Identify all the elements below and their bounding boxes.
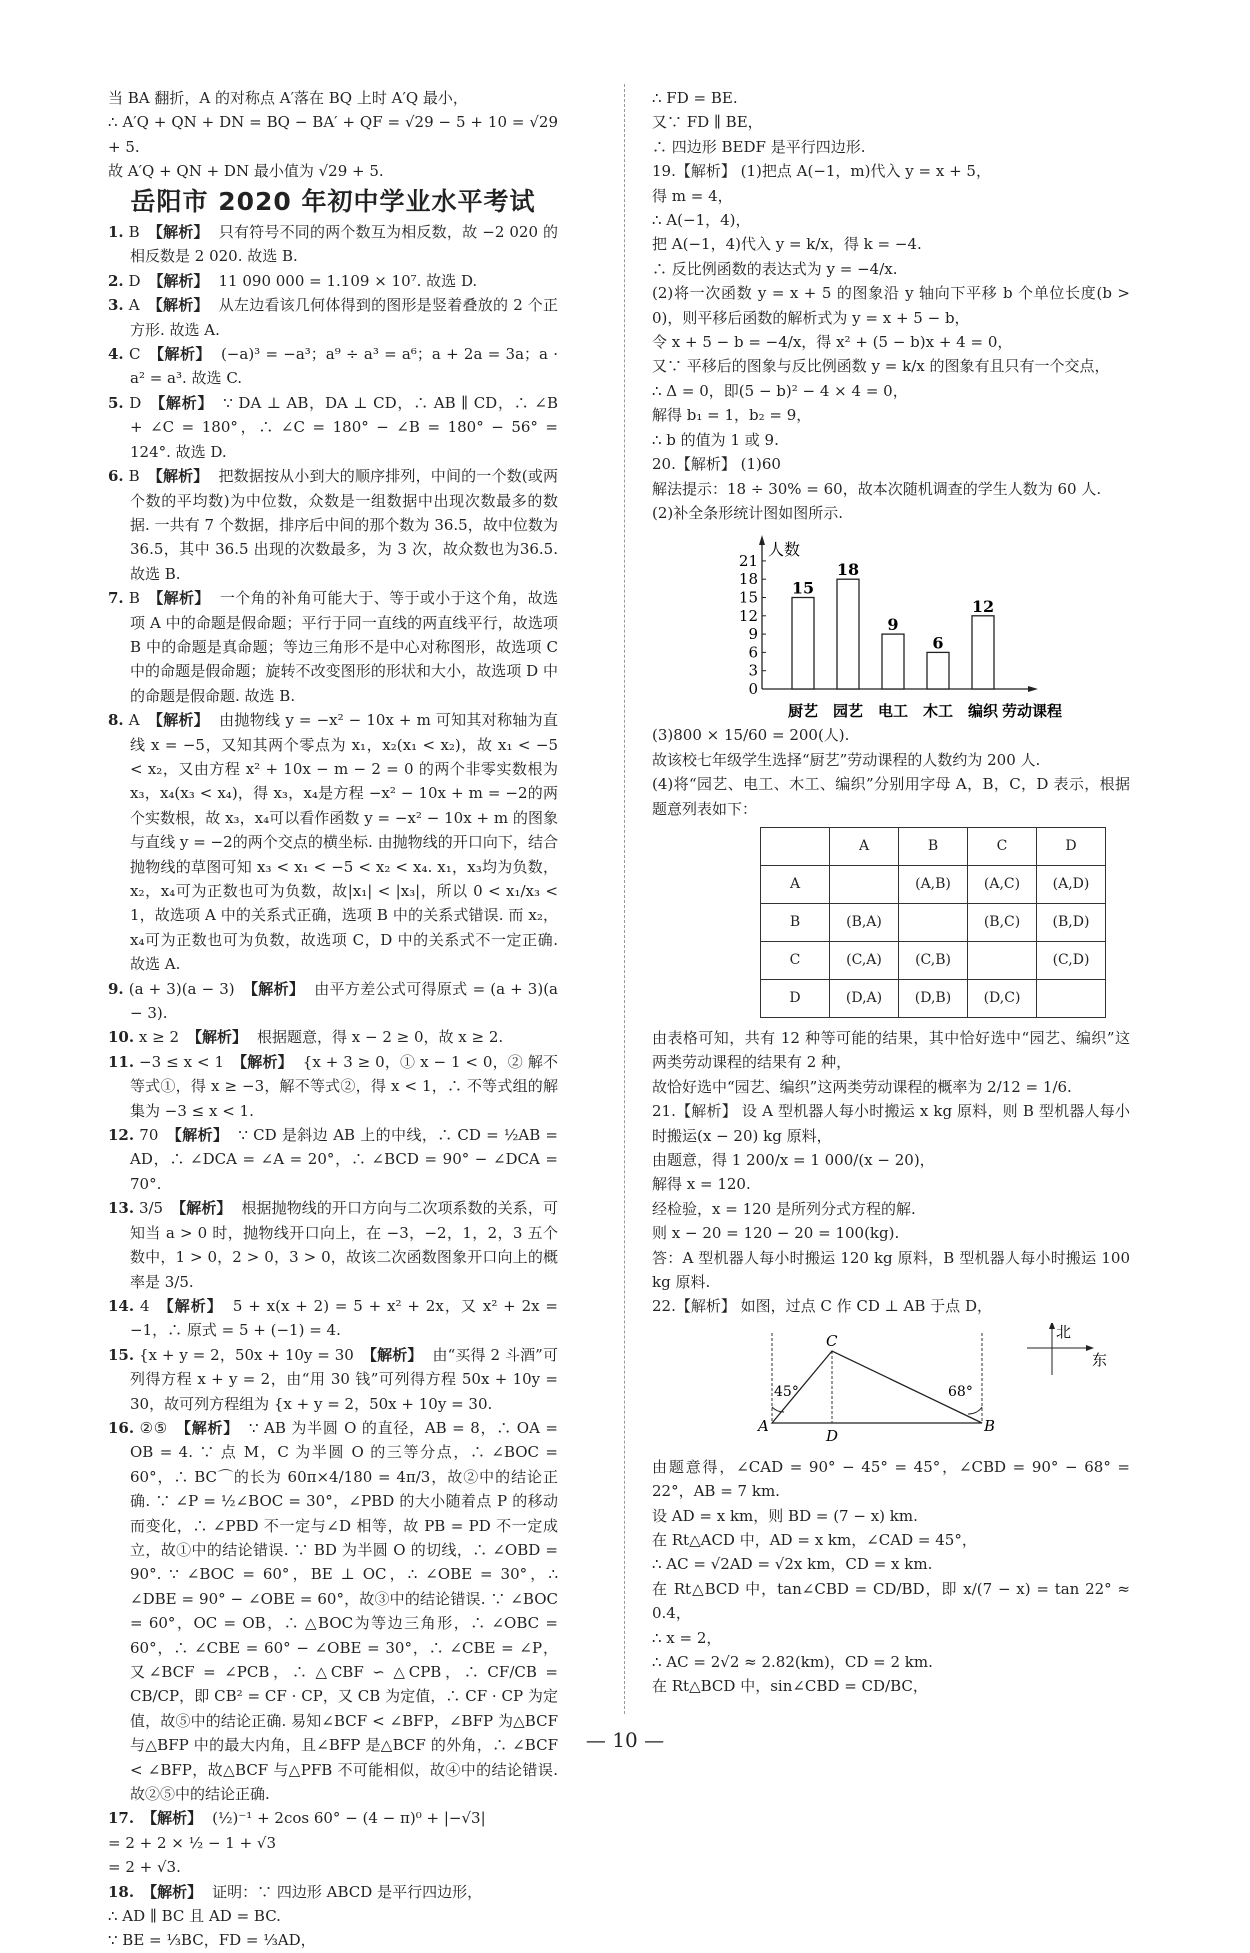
question-number: 4. (108, 345, 124, 364)
text-line: ∴ Δ = 0，即(5 − b)² − 4 × 4 = 0， (652, 381, 908, 400)
analysis-tag: 【解析】 (147, 296, 209, 315)
point-label-b: B (984, 1416, 996, 1435)
outcome-table (760, 827, 1106, 1018)
text-line: ∴ x = 2， (652, 1628, 722, 1647)
analysis-text: 5 + x(x + 2) = 5 + x² + 2x，又 x² + 2x = −1，∴ 原式 = 5 + (−1) = 4. (130, 1296, 558, 1340)
question-number: 10. (108, 1028, 135, 1047)
intro-line: 故 A′Q + QN + DN 最小值为 √29 + 5. (108, 162, 384, 181)
column-divider (624, 84, 625, 1714)
table-cell: C (968, 827, 1037, 865)
y-tick-label: 12 (738, 607, 758, 626)
intro-line: 当 BA 翻折，A 的对称点 A′落在 BQ 上时 A′Q 最小， (108, 89, 468, 107)
answer-value: A (128, 711, 140, 730)
answer-item (108, 1196, 558, 1294)
table-cell: D (761, 979, 830, 1017)
answer-value: {x + y = 2，50x + 10y = 30 (139, 1345, 354, 1364)
point-label-d: D (826, 1426, 839, 1445)
answer-value: D (128, 271, 141, 290)
answer-item (108, 1904, 558, 1928)
analysis-text: 由平方差公式可得原式 = (a + 3)(a − 3). (130, 979, 558, 1023)
text-line: 21.【解析】 设 A 型机器人每小时搬运 x kg 原料，则 B 型机器人每小时搬运(x − 20) kg 原料， (652, 1102, 1130, 1145)
table-cell: B (761, 903, 830, 941)
y-tick-label: 6 (748, 643, 758, 662)
table-cell: (D,A) (830, 979, 899, 1017)
analysis-tag: 【解析】 (242, 979, 305, 998)
bar (972, 616, 994, 689)
analysis-tag: 【解析】 (149, 393, 214, 412)
y-tick-label: 21 (738, 552, 758, 571)
analysis-text: 由抛物线 y = −x² − 10x + m 可知其对称轴为直线 x = −5，又知其两个零点为 x₁，x₂(x₁ < x₂)，故 x₁ < −5 < x₂，又由方程 x² + 10x − m − 2 = 0 的两个非零实数根为 x₃，x₄(x₃ < x₄)，得 x₃，x₄是方程 −x² − 10x + m = −2的两个实数根，故 x₃，x₄可以看作函数 y = −x² − 10x + m 的图象与直线 y = −2的两个交点的横坐标. 由抛物线的开口向下，结合抛物线的草图可知 x₃ < x₁ < −5 < x₂ < x₄. x₁，x₃均为负数，x₂，x₄可为正数也可为负数，故|x₁| < |x₃|，所以 0 < x₁/x₃ < 1，故选项 A 中的关系式正确，选项 B 中的关系式错误. 而 x₂，x₄可为正数也可为负数，故选项 C，D 中的关系式不一定正确. 故选 A. (130, 711, 558, 974)
table-cell: (A,D) (1037, 865, 1106, 903)
analysis-tag: 【解析】 (142, 1809, 203, 1828)
table-cell: D (1037, 827, 1106, 865)
answer-item (108, 1123, 558, 1196)
table-cell: A (761, 865, 830, 903)
geometry-figure (672, 1323, 1112, 1453)
analysis-text: 根据抛物线的开口方向与二次项系数的关系，可知当 a > 0 时，抛物线开口向上，在 −3，−2，1，2，3 五个数中，1 > 0，2 > 0，3 > 0，故该二次函数图象开口向上的概率是 3/5. (130, 1199, 558, 1291)
answer-value: 4 (139, 1296, 150, 1315)
text-line: ∴ FD = BE. (652, 89, 738, 107)
text-line: 20.【解析】 (1)60 (652, 455, 781, 474)
answer-value: ②⑤ (139, 1418, 168, 1437)
answer-item (108, 977, 558, 1026)
text-line: 则 x − 20 = 120 − 20 = 100(kg). (652, 1224, 900, 1243)
question-number: 1. (108, 223, 124, 242)
text-line: (3)800 × 15/60 = 200(人). (652, 726, 850, 745)
text-line: 解法提示：18 ÷ 30% = 60，故本次随机调查的学生人数为 60 人. (652, 479, 1102, 498)
analysis-text: {x + 3 ≥ 0，① x − 1 < 0，② 解不等式①，得 x ≥ −3，解不等式②，得 x < 1，∴ 不等式组的解集为 −3 ≤ x < 1. (130, 1052, 558, 1120)
analysis-tag: 【解析】 (232, 1052, 293, 1071)
question-number: 12. (108, 1126, 135, 1145)
table-cell: (B,C) (968, 903, 1037, 941)
analysis-text: ∵ CD 是斜边 AB 上的中线，∴ CD = ½AB = AD，∴ ∠DCA = ∠A = 20°，∴ ∠BCD = 90° − ∠DCA = 70°. (130, 1126, 558, 1193)
answer-item (108, 1050, 558, 1123)
table-row (761, 865, 1106, 903)
text-line: 故恰好选中“园艺、编织”这两类劳动课程的概率为 2/12 = 1/6. (652, 1077, 1072, 1096)
text-line: 经检验，x = 120 是所列分式方程的解. (652, 1199, 916, 1218)
analysis-text: 11 090 000 = 1.109 × 10⁷. 故选 D. (218, 271, 478, 290)
compass-north-arrow (1049, 1323, 1055, 1329)
question-number: 8. (108, 711, 124, 730)
bar-value-label: 15 (791, 578, 815, 598)
analysis-text: ∴ AD ∥ BC 且 AD = BC. (108, 1907, 281, 1926)
text-line: 设 AD = x km，则 BD = (7 − x) km. (652, 1506, 918, 1525)
analysis-text: ∵ BE = ⅓BC，FD = ⅓AD， (108, 1931, 316, 1950)
text-line: ∴ b 的值为 1 或 9. (652, 430, 779, 449)
text-line: 在 Rt△BCD 中，tan∠CBD = CD/BD，即 x/(7 − x) = tan 22° ≈ 0.4， (652, 1579, 1130, 1623)
question-number: 14. (108, 1296, 135, 1315)
analysis-text: ∵ DA ⊥ AB，DA ⊥ CD，∴ AB ∥ CD，∴ ∠B + ∠C = 180°，∴ ∠C = 180° − ∠B = 180° − 56° = 124°. 故选 D. (130, 393, 558, 461)
table-cell: (B,D) (1037, 903, 1106, 941)
text-line: 答：A 型机器人每小时搬运 120 kg 原料，B 型机器人每小时搬运 100 kg 原料. (652, 1248, 1130, 1291)
text-line: 把 A(−1，4)代入 y = k/x，得 k = −4. (652, 235, 922, 254)
text-line: 又∵ 平移后的图象与反比例函数 y = k/x 的图象有且只有一个交点， (652, 357, 1110, 376)
text-line: 故该校七年级学生选择“厨艺”劳动课程的人数约为 200 人. (652, 750, 1041, 769)
table-cell: (A,C) (968, 865, 1037, 903)
answer-value: x ≥ 2 (138, 1028, 179, 1047)
answer-item (108, 1025, 558, 1049)
text-line: ∴ 反比例函数的表达式为 y = −4/x. (652, 259, 898, 278)
answer-item (108, 293, 558, 342)
compass-north-label: 北 (1056, 1322, 1072, 1341)
text-line: 在 Rt△BCD 中，sin∠CBD = CD/BC， (652, 1677, 928, 1696)
analysis-tag: 【解析】 (361, 1345, 423, 1364)
text-line: ∴ AC = 2√2 ≈ 2.82(km)，CD = 2 km. (652, 1653, 933, 1672)
answer-value: C (128, 345, 141, 364)
answer-value: B (128, 467, 140, 486)
analysis-tag: 【解析】 (147, 589, 210, 608)
answer-value: (a + 3)(a − 3) (128, 979, 235, 998)
bar-chart (692, 529, 1092, 719)
compass-east-label: 东 (1092, 1350, 1108, 1369)
question-number: 3. (108, 296, 124, 315)
analysis-text: 一个角的补角可能大于、等于或小于这个角，故选项 A 中的命题是假命题；平行于同一直线的两直线平行，故选项 B 中的命题是真命题；等边三角形不是中心对称图形，故选项 C 中的命题是假命题；旋转不改变图形的形状和大小，故选项 D 中的命题是假命题. 故选 B. (130, 589, 558, 705)
category-label: 木工 (922, 702, 954, 720)
analysis-tag: 【解析】 (142, 1882, 203, 1901)
table-cell (830, 865, 899, 903)
analysis-text: 根据题意，得 x − 2 ≥ 0，故 x ≥ 2. (257, 1028, 504, 1047)
bar (792, 598, 814, 690)
table-cell: (C,A) (830, 941, 899, 979)
text-line: (4)将“园艺、电工、木工、编织”分别用字母 A，B，C，D 表示，根据题意列表如下： (652, 775, 1130, 818)
question-number: 9. (108, 979, 124, 998)
question-number: 16. (108, 1418, 135, 1437)
answer-item (108, 1806, 558, 1830)
table-row (761, 903, 1106, 941)
answer-value: D (129, 393, 142, 412)
answer-item (108, 1343, 558, 1416)
answer-item (108, 220, 558, 269)
y-tick-label: 3 (748, 662, 758, 681)
analysis-text: (−a)³ = −a³；a⁹ ÷ a³ = a⁶；a + 2a = 3a；a · a² = a³. 故选 C. (130, 345, 558, 388)
table-cell: (D,C) (968, 979, 1037, 1017)
question-number: 5. (108, 393, 124, 412)
analysis-tag: 【解析】 (147, 223, 209, 242)
answer-item (108, 269, 558, 293)
answer-item (108, 708, 558, 976)
text-line: ∴ A(−1，4)， (652, 211, 751, 230)
y-axis-arrow (759, 535, 765, 545)
text-line: 由题意，得 1 200/x = 1 000/(x − 20)， (652, 1150, 935, 1169)
table-row (761, 941, 1106, 979)
table-cell (968, 941, 1037, 979)
text-line: 解得 b₁ = 1，b₂ = 9， (652, 406, 812, 425)
text-line: 又∵ FD ∥ BE， (652, 113, 763, 132)
category-label: 园艺 (832, 702, 864, 720)
table-cell: B (899, 827, 968, 865)
answer-item (108, 1880, 558, 1904)
angle-arc-b (968, 1407, 982, 1414)
answer-item (108, 1294, 558, 1343)
table-cell: A (830, 827, 899, 865)
y-tick-label: 18 (738, 570, 758, 589)
text-line: 由表格可知，共有 12 种等可能的结果，其中恰好选中“园艺、编织”这两类劳动课程的结果有 2 种， (652, 1028, 1130, 1072)
bar-value-label: 18 (836, 560, 860, 580)
y-axis-label: 人数 (768, 540, 801, 560)
text-line: 令 x + 5 − b = −4/x，得 x² + (5 − b)x + 4 = 0， (652, 333, 1013, 352)
answer-value: A (128, 296, 140, 315)
answer-item (108, 1855, 558, 1879)
table-cell: (B,A) (830, 903, 899, 941)
answer-value: B (128, 223, 140, 242)
bar (882, 634, 904, 689)
analysis-text: (½)⁻¹ + 2cos 60° − (4 − π)⁰ + |−√3| (212, 1809, 486, 1828)
question-number: 2. (108, 271, 124, 290)
category-label: 电工 (877, 702, 909, 720)
analysis-tag: 【解析】 (187, 1028, 248, 1047)
question-number: 6. (108, 467, 124, 486)
analysis-tag: 【解析】 (148, 271, 209, 290)
analysis-tag: 【解析】 (148, 345, 211, 364)
answer-value: B (128, 589, 140, 608)
text-line: 得 m = 4， (652, 186, 733, 205)
x-axis-label: 劳动课程 (1002, 702, 1063, 720)
table-cell (1037, 979, 1106, 1017)
bar (927, 653, 949, 690)
table-row (761, 827, 1106, 865)
answer-item (108, 586, 558, 708)
question-number: 17. (108, 1809, 135, 1828)
angle-label-b: 68° (948, 1383, 973, 1400)
text-line: 19.【解析】 (1)把点 A(−1，m)代入 y = x + 5， (652, 162, 991, 181)
bar-value-label: 6 (932, 633, 944, 653)
text-line: (2)将一次函数 y = x + 5 的图象沿 y 轴向下平移 b 个单位长度(b > 0)，则平移后函数的解析式为 y = x + 5 − b， (652, 284, 1130, 327)
table-row (761, 979, 1106, 1017)
analysis-text: 由“买得 2 斗酒”可列得方程 x + y = 2，由“用 30 钱”可列得方程 50x + 10y = 30，故可列方程组为 {x + y = 2，50x + 10y = 30. (130, 1345, 558, 1413)
analysis-tag: 【解析】 (157, 1296, 223, 1315)
bar-value-label: 12 (971, 597, 995, 617)
analysis-text: = 2 + 2 × ½ − 1 + √3 (108, 1833, 277, 1852)
text-line: ∴ 四边形 BEDF 是平行四边形. (652, 137, 866, 156)
analysis-tag: 【解析】 (147, 711, 210, 730)
table-cell: C (761, 941, 830, 979)
y-tick-label: 9 (748, 625, 758, 644)
section-title: 岳阳市 2020 年初中学业水平考试 (130, 186, 536, 216)
point-label-a: A (758, 1416, 769, 1435)
answer-value: 3/5 (138, 1199, 164, 1218)
analysis-tag: 【解析】 (166, 1126, 229, 1145)
bar (837, 580, 859, 690)
category-label: 编织 (967, 702, 999, 720)
category-label: 厨艺 (787, 702, 819, 720)
text-line: (2)补全条形统计图如图所示. (652, 503, 844, 522)
right-column (652, 86, 1130, 1699)
analysis-text: ∵ AB 为半圆 O 的直径，AB = 8，∴ OA = OB = 4. ∵ 点 M，C 为半圆 O 的三等分点，∴ ∠BOC = 60°，∴ BC⌒的长为 60π×4/180 = 4π/3，故②中的结论正确. ∵ ∠P = ½∠BOC = 30°，∠PBD 的大小随着点 P 的移动而变化，∴ ∠PBD 不一定与∠D 相等，故 PB = PD 不一定成立，故①中的结论错误. ∵ BD 为半圆 O 的切线，∴ ∠OBD = 90°. ∵ ∠BOC = 60°，BE ⊥ OC，∴ ∠OBE = 30°，∴ ∠DBE = 90° − ∠OBE = 60°，故③中的结论错误. ∵ ∠BOC = 60°，OC = OB，∴ △BOC为等边三角形，∴ ∠OBC = 60°，∴ ∠CBE = 60° − ∠OBE = 30°，∴ ∠CBE = ∠P，又∠BCF = ∠PCB，∴ △CBF ∽ △CPB，∴ CF/CB = CB/CP，即 CB² = CF · CP，又 CB 为定值，∴ CF · CP 为定值，故⑤中的结论正确. 易知∠BCF < ∠BFP，∠BFP 为△BCF 与△BFP 中的最大内角，且∠BFP 是△BCF 的外角，∴ ∠BCF < ∠BFP，故△BCF 与△PFB 不可能相似，故④中的结论错误. 故②⑤中的结论正确. (130, 1418, 558, 1804)
analysis-text: 把数据按从小到大的顺序排列，中间的一个数(或两个数的平均数)为中位数，众数是一组数据中出现次数最多的数据. 一共有 7 个数据，排序后中间的那个数为 36.5，故中位数为 36.5，其中 36.5 出现的次数最多，为 3 次，故众数也为36.5. 故选 B. (130, 467, 558, 583)
table-cell: (D,B) (899, 979, 968, 1017)
text-line: ∴ AC = √2AD = √2x km，CD = x km. (652, 1555, 933, 1574)
answer-item (108, 391, 558, 464)
question-number: 13. (108, 1199, 135, 1218)
answer-item (108, 1831, 558, 1855)
x-axis-arrow (1028, 686, 1038, 692)
angle-label-a: 45° (774, 1383, 799, 1400)
analysis-tag: 【解析】 (171, 1199, 232, 1218)
left-column (108, 86, 558, 1953)
point-label-c: C (826, 1331, 838, 1350)
page-number: — 10 — (585, 1728, 665, 1752)
analysis-text: 只有符号不同的两个数互为相反数，故 −2 020 的相反数是 2 020. 故选 B. (130, 223, 558, 266)
analysis-tag: 【解析】 (176, 1418, 239, 1437)
table-cell: (A,B) (899, 865, 968, 903)
analysis-tag: 【解析】 (147, 467, 209, 486)
text-line: 由题意得，∠CAD = 90° − 45° = 45°，∠CBD = 90° − 68° = 22°，AB = 7 km. (652, 1457, 1130, 1501)
answer-value: −3 ≤ x < 1 (139, 1052, 224, 1071)
question-number: 15. (108, 1345, 135, 1364)
analysis-text: 证明：∵ 四边形 ABCD 是平行四边形， (212, 1882, 483, 1901)
text-line: 解得 x = 120. (652, 1175, 751, 1194)
analysis-text: 从左边看该几何体得到的图形是竖着叠放的 2 个正方形. 故选 A. (130, 296, 558, 339)
bar-value-label: 9 (887, 615, 899, 635)
y-tick-label: 15 (738, 588, 758, 607)
table-cell (761, 827, 830, 865)
table-cell: (C,D) (1037, 941, 1106, 979)
question-number: 7. (108, 589, 124, 608)
analysis-text: = 2 + √3. (108, 1858, 181, 1877)
table-cell: (C,B) (899, 941, 968, 979)
answer-item (108, 342, 558, 391)
intro-line: ∴ A′Q + QN + DN = BQ − BA′ + QF = √29 − 5 + 10 = √29 + 5. (108, 113, 558, 156)
answer-value: 70 (139, 1126, 159, 1145)
answer-item (108, 1928, 558, 1952)
text-line: 在 Rt△ACD 中，AD = x km，∠CAD = 45°， (652, 1531, 977, 1550)
question-number: 11. (108, 1052, 135, 1071)
text-line: 22.【解析】 如图，过点 C 作 CD ⊥ AB 于点 D， (652, 1297, 992, 1316)
answer-item (108, 464, 558, 586)
table-cell (899, 903, 968, 941)
question-number: 18. (108, 1882, 135, 1901)
y-tick-label: 0 (748, 680, 758, 699)
